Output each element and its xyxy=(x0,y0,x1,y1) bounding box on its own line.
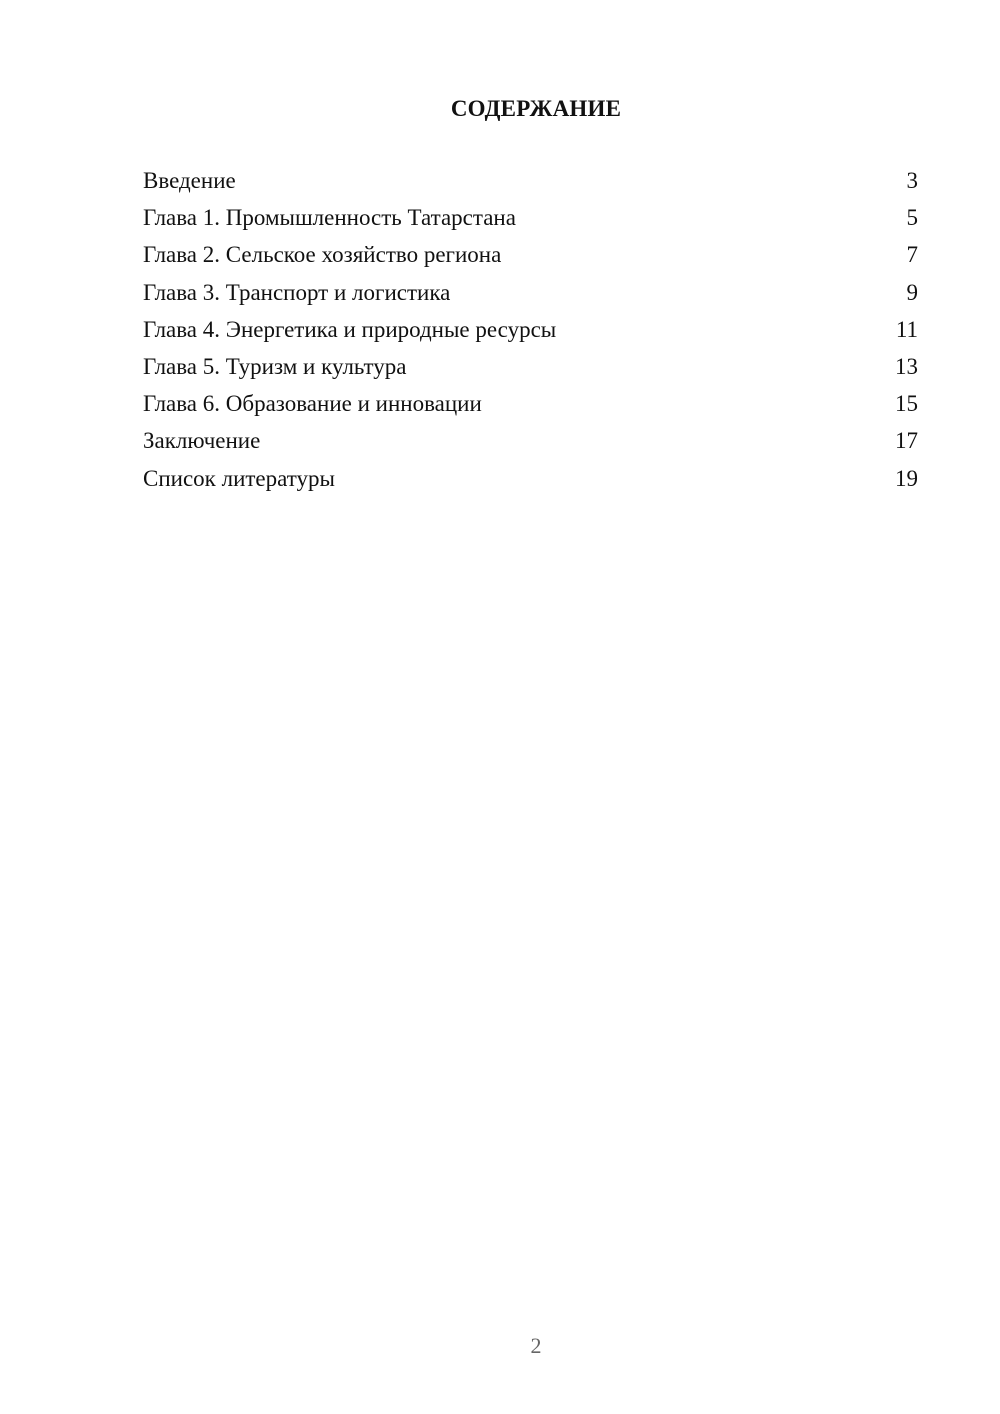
toc-entry-chapter-4[interactable] xyxy=(143,317,918,354)
toc-entry-page: 5 xyxy=(906,205,918,231)
toc-entry-chapter-2[interactable] xyxy=(143,242,918,279)
toc-entry-page: 15 xyxy=(895,391,918,417)
toc-entry-chapter-5[interactable] xyxy=(143,354,918,391)
toc-entry-page: 11 xyxy=(895,316,918,342)
toc-entry-page: 7 xyxy=(906,242,918,268)
toc-entry-page: 9 xyxy=(906,279,918,305)
toc-entry-label: Заключение xyxy=(143,428,261,454)
toc-entry-label: Глава 6. Образование и инновации xyxy=(143,391,482,417)
toc-entry-chapter-3[interactable] xyxy=(143,280,918,317)
toc-entry-label: Глава 2. Сельское хозяйство региона xyxy=(143,242,502,268)
toc-entry-page: 17 xyxy=(895,428,918,454)
toc-entry-page: 13 xyxy=(895,353,918,379)
toc-entry-label: Глава 5. Туризм и культура xyxy=(143,353,407,379)
toc-entry-chapter-6[interactable] xyxy=(143,391,918,428)
page-number: 2 xyxy=(530,1333,542,1358)
toc-heading: СОДЕРЖАНИЕ xyxy=(450,96,622,121)
toc-entry-label: Глава 4. Энергетика и природные ресурсы xyxy=(143,316,557,342)
toc-entry-label: Глава 3. Транспорт и логистика xyxy=(143,279,451,305)
toc-entry-label: Введение xyxy=(143,168,236,193)
table-of-contents xyxy=(143,168,918,503)
toc-entry-label: Список литературы xyxy=(143,465,335,491)
toc-entry-page: 3 xyxy=(906,168,918,193)
toc-entry-page: 19 xyxy=(895,465,918,491)
toc-entry-label: Глава 1. Промышленность Татарстана xyxy=(143,205,516,231)
toc-entry-bibliography[interactable] xyxy=(143,466,918,503)
toc-entry-conclusion[interactable] xyxy=(143,428,918,465)
toc-entry-chapter-1[interactable] xyxy=(143,205,918,242)
toc-entry-introduction[interactable] xyxy=(143,168,918,205)
